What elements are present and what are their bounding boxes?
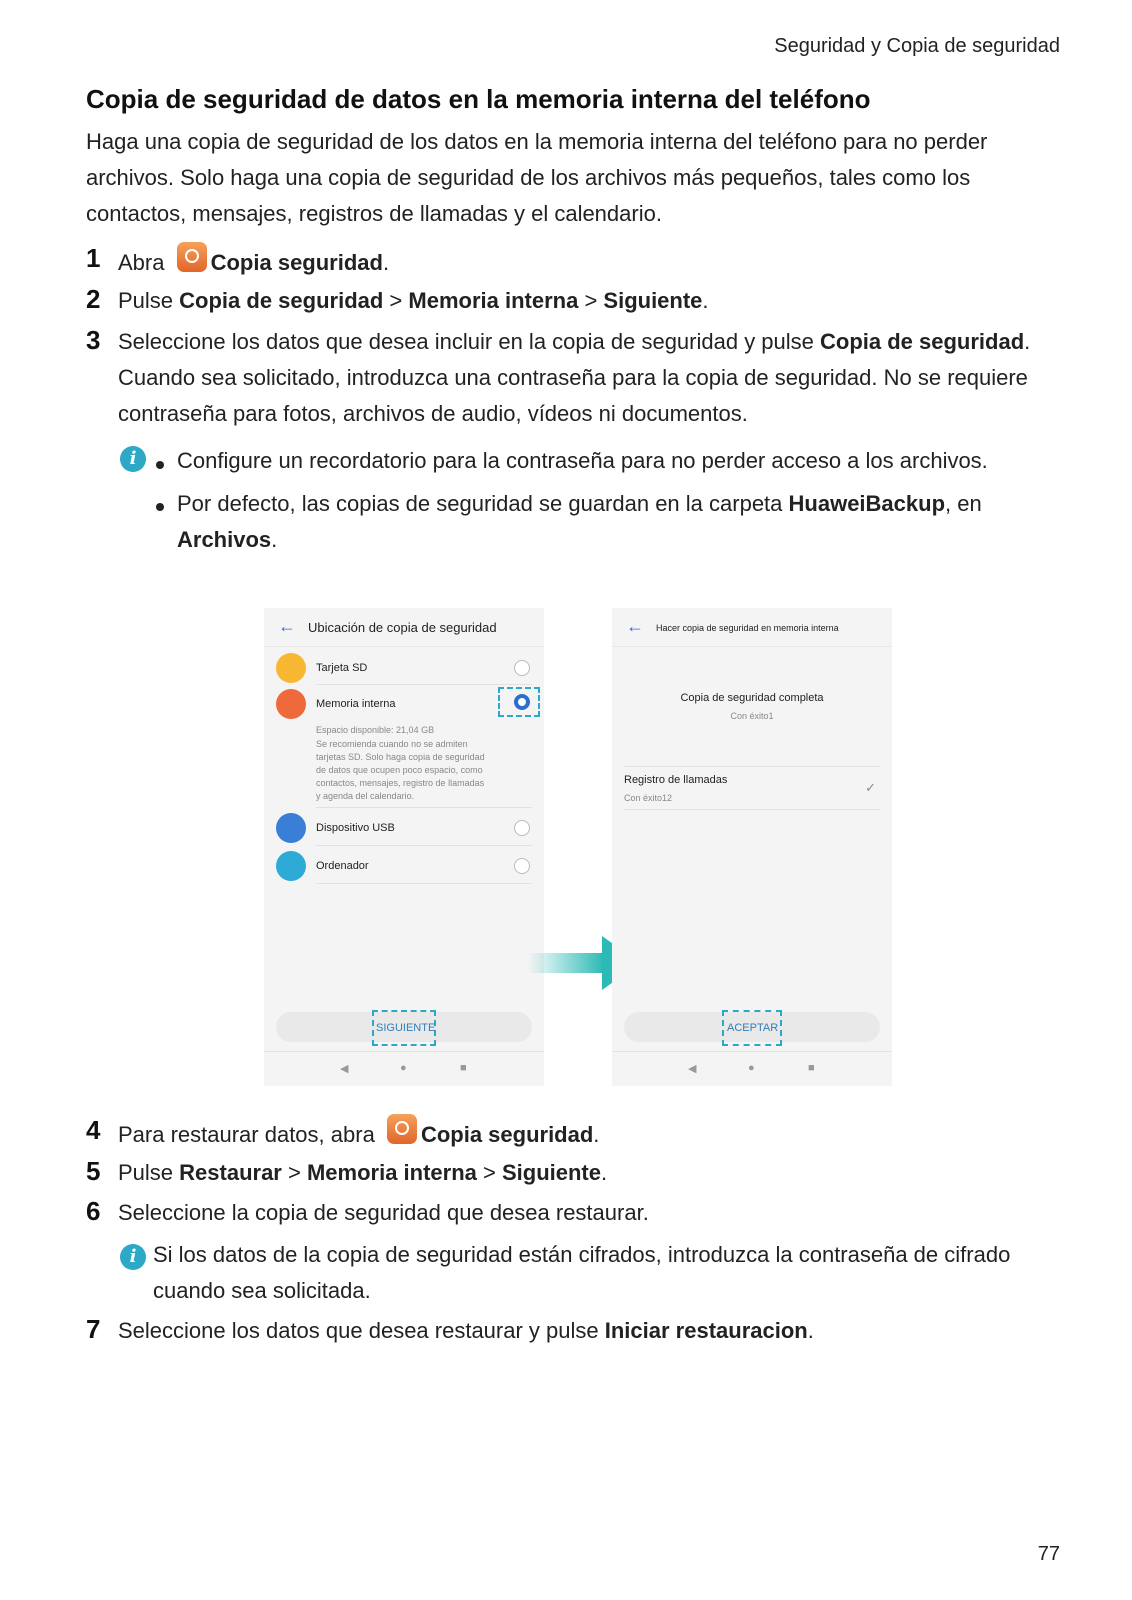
step-4 [86,1114,1046,1153]
step-number: 2 [86,284,101,314]
nav-recent-icon[interactable]: ■ [460,1062,467,1074]
option-computer[interactable] [264,848,544,884]
step-text: . [382,250,390,275]
step-text: > [383,288,409,313]
status-title: Copia de seguridad completa [680,692,824,704]
phone-header [264,608,544,647]
note-2 [177,486,1027,558]
step-number: 5 [86,1156,101,1186]
option-label: Memoria interna [316,698,396,710]
phone-header [612,608,892,647]
info-icon: i [120,446,146,472]
navigation-bar [264,1051,544,1086]
step-number: 6 [86,1196,101,1226]
phone-screenshot-backup-location [264,608,544,1086]
radio-internal-memory[interactable] [514,694,530,710]
back-arrow-icon[interactable]: ← [278,616,296,636]
phone-screenshot-backup-complete [612,608,892,1086]
step-text: . [702,288,709,313]
back-arrow-icon[interactable]: ← [626,616,644,636]
note-text: Por defecto, las copias de seguridad se guardan en la carpeta [177,491,789,516]
step-number: 1 [86,243,101,273]
step-text: . [593,1122,600,1147]
description-line: Se recomienda cuando no se admiten [316,739,468,749]
navigation-bar [612,1051,892,1086]
step-text: Seleccione los datos que desea incluir en la copia de seguridad y pulse [118,329,821,354]
step-text: . Cuando sea solicitado, introduzca una contraseña para la copia de seguridad. No se requiere contraseña para fotos, archivos de audio, vídeos ni documentos. [118,329,1031,426]
nav-back-icon[interactable]: ◀ [340,1063,349,1075]
list-item-call-log[interactable] [612,768,892,810]
step-bold: Memoria interna [408,288,579,313]
step-bold: Copia seguridad [210,250,383,275]
radio-computer[interactable] [514,858,530,874]
nav-back-icon[interactable]: ◀ [688,1063,697,1075]
section-title: Copia de seguridad de datos en la memoria interna del teléfono [86,84,871,114]
available-space: Espacio disponible: 21,04 GB [316,725,435,735]
phone-title: Ubicación de copia de seguridad [308,620,497,635]
step-text: Seleccione los datos que desea restaurar y pulse [118,1318,605,1343]
step-text: > [578,288,604,313]
step-6 [86,1195,1046,1231]
step-bold: Copia de seguridad [179,288,384,313]
check-icon: ✓ [865,780,876,795]
option-usb-device[interactable] [264,810,544,846]
step-bold: Restaurar [179,1160,282,1185]
memory-description [316,738,526,803]
intro-paragraph [86,124,1046,232]
note-bold: Archivos [177,527,272,552]
usb-icon [276,813,306,843]
step-text: > [476,1160,502,1185]
note-text: . [271,527,278,552]
backup-app-icon [387,1114,417,1144]
note-1: Configure un recordatorio para la contraseña para no perder acceso a los archivos. [177,448,988,473]
nav-home-icon[interactable]: ● [748,1062,755,1074]
info-icon: i [120,1244,146,1270]
step-text: . [600,1160,608,1185]
computer-icon [276,851,306,881]
step-text: > [281,1160,307,1185]
option-label: Tarjeta SD [316,662,368,674]
step-5 [86,1155,1046,1191]
note-text: , en [945,491,982,516]
option-sd-card[interactable] [264,650,544,686]
step-bold: Iniciar restauracion [604,1318,808,1343]
description-line: y agenda del calendario. [316,791,415,801]
status-subtitle: Con éxito1 [730,711,774,721]
step-text: . [807,1318,814,1343]
intro-line: contactos, mensajes, registros de llamadas y el calendario. [86,201,662,226]
item-subtitle: Con éxito12 [624,793,673,803]
storage-icon [276,689,306,719]
step-bold: Siguiente [603,288,703,313]
radio-sd-card[interactable] [514,660,530,676]
step-bold: Memoria interna [306,1160,477,1185]
intro-line: archivos. Solo haga una copia de seguridad de los archivos más pequeños, tales como los [86,165,971,190]
phone-title: Hacer copia de seguridad en memoria interna [656,623,839,633]
step-number: 4 [86,1115,101,1145]
intro-line: Haga una copia de seguridad de los datos en la memoria interna del teléfono para no perder [86,129,988,154]
step-1 [86,242,1046,281]
step-3 [86,324,1046,432]
step-number: 7 [86,1314,101,1344]
step-text: Pulse [118,288,180,313]
step-bold: Siguiente [501,1160,601,1185]
accept-button-label[interactable]: ACEPTAR [727,1022,779,1034]
step-7 [86,1313,1046,1349]
description-line: contactos, mensajes, registro de llamadas [316,778,485,788]
note-bold: HuaweiBackup [788,491,946,516]
bullet-icon [156,461,164,469]
step-text: Abra [118,250,165,275]
sd-card-icon [276,653,306,683]
nav-recent-icon[interactable]: ■ [808,1062,815,1074]
item-label: Registro de llamadas [624,774,728,786]
nav-home-icon[interactable]: ● [400,1062,407,1074]
running-header: Seguridad y Copia de seguridad [774,35,1060,57]
page-number: 77 [1037,1543,1060,1565]
step-bold: Copia seguridad [420,1122,594,1147]
description-line: de datos que ocupen poco espacio, como [316,765,483,775]
option-label: Ordenador [316,860,369,872]
radio-usb-device[interactable] [514,820,530,836]
backup-app-icon [177,242,207,272]
step-bold: Copia de seguridad [820,329,1025,354]
next-button-label[interactable]: SIGUIENTE [376,1022,436,1034]
step-number: 3 [86,325,101,355]
step-text: Para restaurar datos, abra [118,1122,375,1147]
option-label: Dispositivo USB [316,822,395,834]
bullet-icon [156,503,164,511]
step-text: Pulse [118,1160,180,1185]
step-text: Seleccione la copia de seguridad que desea restaurar. [118,1200,649,1225]
note-3: Si los datos de la copia de seguridad están cifrados, introduzca la contraseña de cifrado cuando sea solicitada. [153,1242,1011,1303]
description-line: tarjetas SD. Solo haga copia de seguridad [316,752,485,762]
step-2 [86,283,1046,319]
